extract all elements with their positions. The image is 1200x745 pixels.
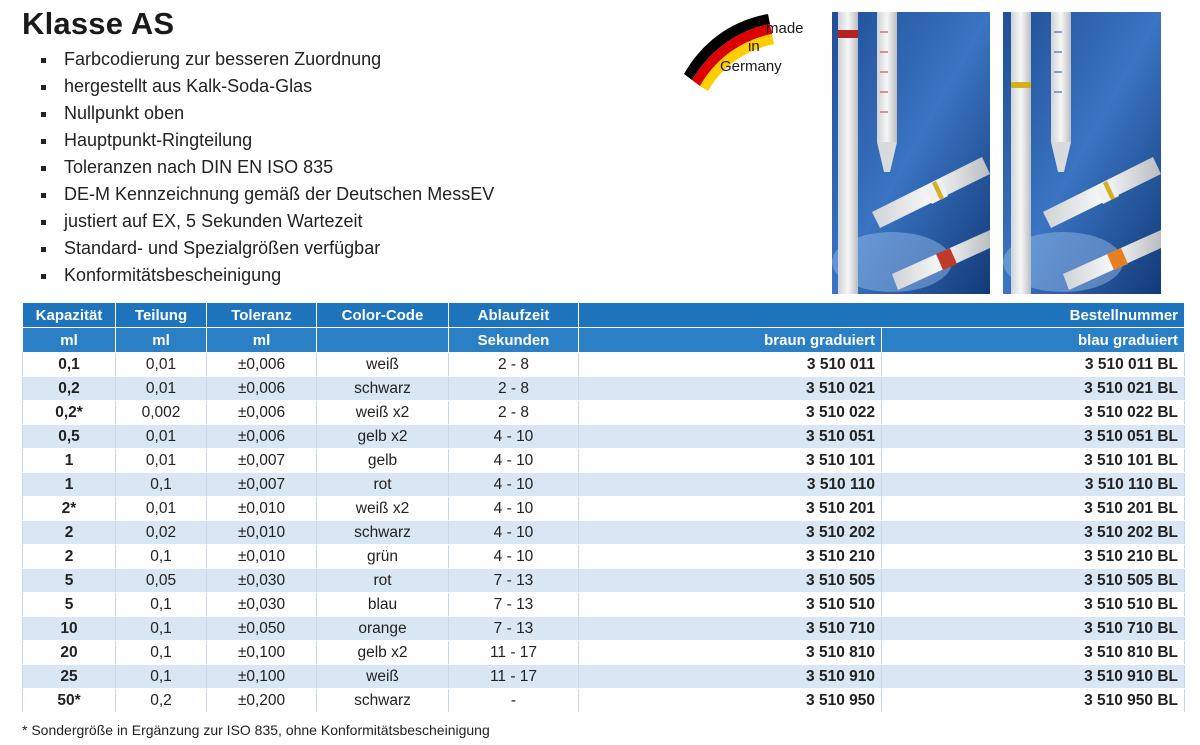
flow-time-cell: 2 - 8: [449, 401, 579, 425]
order-brown-cell: 3 510 110: [579, 473, 882, 497]
flow-time-cell: 7 - 13: [449, 593, 579, 617]
table-row: [23, 521, 1185, 545]
capacity-cell: 5: [23, 593, 116, 617]
flow-time-cell: 4 - 10: [449, 473, 579, 497]
table-row: [23, 617, 1185, 641]
col-header-capacity: Kapazität: [23, 303, 116, 328]
flow-time-cell: 7 - 13: [449, 569, 579, 593]
table-row: [23, 497, 1185, 521]
badge-germany: Germany: [720, 58, 782, 75]
color-code-cell: weiß: [317, 353, 449, 377]
division-cell: 0,05: [116, 569, 207, 593]
order-brown-cell: 3 510 710: [579, 617, 882, 641]
feature-item: Standard- und Spezialgrößen verfügbar: [40, 237, 494, 264]
footnote: * Sondergröße in Ergänzung zur ISO 835, ohne Konformitätsbescheinigung: [22, 722, 490, 738]
tolerance-cell: ±0,010: [207, 497, 317, 521]
order-blue-cell: 3 510 910 BL: [882, 665, 1185, 689]
division-cell: 0,002: [116, 401, 207, 425]
order-brown-cell: 3 510 021: [579, 377, 882, 401]
flow-time-cell: 2 - 8: [449, 377, 579, 401]
feature-item: Toleranzen nach DIN EN ISO 835: [40, 156, 494, 183]
capacity-cell: 2: [23, 545, 116, 569]
color-code-cell: orange: [317, 617, 449, 641]
color-code-cell: rot: [317, 473, 449, 497]
table-row: [23, 545, 1185, 569]
flow-time-cell: 4 - 10: [449, 521, 579, 545]
division-cell: 0,1: [116, 641, 207, 665]
subheader-brown: braun graduiert: [579, 328, 882, 353]
flow-time-cell: 11 - 17: [449, 641, 579, 665]
col-header-color-code: Color-Code: [317, 303, 449, 328]
flow-time-cell: 4 - 10: [449, 449, 579, 473]
tolerance-cell: ±0,010: [207, 545, 317, 569]
tolerance-cell: ±0,100: [207, 641, 317, 665]
division-cell: 0,01: [116, 377, 207, 401]
order-brown-cell: 3 510 011: [579, 353, 882, 377]
color-code-cell: schwarz: [317, 521, 449, 545]
division-cell: 0,01: [116, 449, 207, 473]
tolerance-cell: ±0,100: [207, 665, 317, 689]
pipette-photo-brown: [832, 12, 990, 294]
table-row: [23, 473, 1185, 497]
capacity-cell: 2*: [23, 497, 116, 521]
color-code-cell: schwarz: [317, 689, 449, 713]
capacity-cell: 0,1: [23, 353, 116, 377]
table-row: [23, 401, 1185, 425]
capacity-cell: 1: [23, 473, 116, 497]
order-blue-cell: 3 510 505 BL: [882, 569, 1185, 593]
capacity-cell: 0,2: [23, 377, 116, 401]
order-brown-cell: 3 510 022: [579, 401, 882, 425]
capacity-cell: 1: [23, 449, 116, 473]
table-row: [23, 377, 1185, 401]
tolerance-cell: ±0,006: [207, 425, 317, 449]
feature-item: justiert auf EX, 5 Sekunden Wartezeit: [40, 210, 494, 237]
flow-time-cell: 7 - 13: [449, 617, 579, 641]
color-code-cell: rot: [317, 569, 449, 593]
flow-time-cell: -: [449, 689, 579, 713]
col-header-order-number: Bestellnummer: [579, 303, 1185, 328]
capacity-cell: 25: [23, 665, 116, 689]
badge-in: in: [748, 38, 760, 55]
tolerance-cell: ±0,006: [207, 401, 317, 425]
feature-list: [40, 48, 494, 291]
capacity-cell: 0,2*: [23, 401, 116, 425]
tolerance-cell: ±0,200: [207, 689, 317, 713]
pipette-photo-blue: [1003, 12, 1161, 294]
order-brown-cell: 3 510 810: [579, 641, 882, 665]
tolerance-cell: ±0,006: [207, 353, 317, 377]
division-cell: 0,1: [116, 545, 207, 569]
division-cell: 0,1: [116, 665, 207, 689]
unit-tolerance: ml: [207, 328, 317, 353]
color-code-cell: grün: [317, 545, 449, 569]
table-row: [23, 425, 1185, 449]
product-table: [22, 302, 1185, 713]
order-brown-cell: 3 510 210: [579, 545, 882, 569]
feature-item: Nullpunkt oben: [40, 102, 494, 129]
division-cell: 0,01: [116, 497, 207, 521]
tolerance-cell: ±0,030: [207, 593, 317, 617]
order-blue-cell: 3 510 510 BL: [882, 593, 1185, 617]
order-blue-cell: 3 510 101 BL: [882, 449, 1185, 473]
flow-time-cell: 4 - 10: [449, 545, 579, 569]
unit-division: ml: [116, 328, 207, 353]
tolerance-cell: ±0,007: [207, 449, 317, 473]
color-code-cell: weiß x2: [317, 401, 449, 425]
order-blue-cell: 3 510 202 BL: [882, 521, 1185, 545]
flow-time-cell: 11 - 17: [449, 665, 579, 689]
order-blue-cell: 3 510 710 BL: [882, 617, 1185, 641]
order-blue-cell: 3 510 201 BL: [882, 497, 1185, 521]
order-blue-cell: 3 510 110 BL: [882, 473, 1185, 497]
order-blue-cell: 3 510 021 BL: [882, 377, 1185, 401]
flow-time-cell: 4 - 10: [449, 425, 579, 449]
badge-made: made: [766, 20, 804, 37]
feature-item: Farbcodierung zur besseren Zuordnung: [40, 48, 494, 75]
division-cell: 0,1: [116, 617, 207, 641]
order-brown-cell: 3 510 910: [579, 665, 882, 689]
capacity-cell: 10: [23, 617, 116, 641]
unit-flow-time: Sekunden: [449, 328, 579, 353]
col-header-division: Teilung: [116, 303, 207, 328]
color-code-cell: weiß x2: [317, 497, 449, 521]
order-brown-cell: 3 510 505: [579, 569, 882, 593]
division-cell: 0,1: [116, 593, 207, 617]
table-row: [23, 641, 1185, 665]
capacity-cell: 20: [23, 641, 116, 665]
col-header-flow-time: Ablaufzeit: [449, 303, 579, 328]
table-row: [23, 593, 1185, 617]
table-row: [23, 665, 1185, 689]
color-code-cell: weiß: [317, 665, 449, 689]
division-cell: 0,01: [116, 353, 207, 377]
made-in-germany-badge: [682, 12, 817, 92]
color-code-cell: gelb x2: [317, 425, 449, 449]
order-blue-cell: 3 510 051 BL: [882, 425, 1185, 449]
flow-time-cell: 4 - 10: [449, 497, 579, 521]
capacity-cell: 0,5: [23, 425, 116, 449]
table-row: [23, 449, 1185, 473]
capacity-cell: 2: [23, 521, 116, 545]
color-code-cell: gelb: [317, 449, 449, 473]
division-cell: 0,01: [116, 425, 207, 449]
page-title: Klasse AS: [22, 6, 175, 41]
table-row: [23, 689, 1185, 713]
order-blue-cell: 3 510 950 BL: [882, 689, 1185, 713]
subheader-blue: blau graduiert: [882, 328, 1185, 353]
tolerance-cell: ±0,030: [207, 569, 317, 593]
tolerance-cell: ±0,050: [207, 617, 317, 641]
division-cell: 0,02: [116, 521, 207, 545]
division-cell: 0,1: [116, 473, 207, 497]
table-row: [23, 569, 1185, 593]
tolerance-cell: ±0,006: [207, 377, 317, 401]
color-code-cell: gelb x2: [317, 641, 449, 665]
order-brown-cell: 3 510 101: [579, 449, 882, 473]
tolerance-cell: ±0,007: [207, 473, 317, 497]
feature-item: Hauptpunkt-Ringteilung: [40, 129, 494, 156]
division-cell: 0,2: [116, 689, 207, 713]
tolerance-cell: ±0,010: [207, 521, 317, 545]
order-blue-cell: 3 510 210 BL: [882, 545, 1185, 569]
flow-time-cell: 2 - 8: [449, 353, 579, 377]
unit-capacity: ml: [23, 328, 116, 353]
order-brown-cell: 3 510 201: [579, 497, 882, 521]
col-header-tolerance: Toleranz: [207, 303, 317, 328]
order-brown-cell: 3 510 202: [579, 521, 882, 545]
feature-item: Konformitätsbescheinigung: [40, 264, 494, 291]
color-code-cell: blau: [317, 593, 449, 617]
feature-item: DE-M Kennzeichnung gemäß der Deutschen MessEV: [40, 183, 494, 210]
order-brown-cell: 3 510 950: [579, 689, 882, 713]
order-blue-cell: 3 510 810 BL: [882, 641, 1185, 665]
order-brown-cell: 3 510 510: [579, 593, 882, 617]
unit-color-code: [317, 328, 449, 353]
table-row: [23, 353, 1185, 377]
capacity-cell: 50*: [23, 689, 116, 713]
order-blue-cell: 3 510 022 BL: [882, 401, 1185, 425]
color-code-cell: schwarz: [317, 377, 449, 401]
feature-item: hergestellt aus Kalk-Soda-Glas: [40, 75, 494, 102]
order-blue-cell: 3 510 011 BL: [882, 353, 1185, 377]
order-brown-cell: 3 510 051: [579, 425, 882, 449]
capacity-cell: 5: [23, 569, 116, 593]
